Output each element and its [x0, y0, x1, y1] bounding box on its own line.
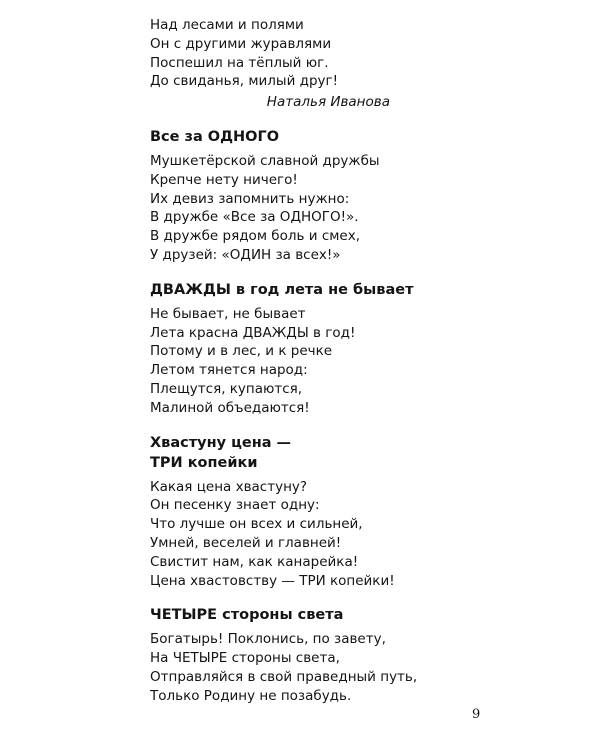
- poem-line: Мушкетёрской славной дружбы: [150, 152, 380, 169]
- poem-line: Их девиз запомнить нужно:: [150, 190, 350, 207]
- poem-line: Малиной объедаются!: [150, 399, 310, 416]
- poem-title-line: Хвастуну цена —: [150, 434, 292, 451]
- poem-line: Плещутся, купаются,: [150, 380, 303, 397]
- poem-line: Он с другими журавлями: [150, 35, 332, 52]
- poem-title: [150, 605, 450, 625]
- poem-line: Потому и в лес, и к речке: [150, 343, 333, 360]
- poem-line: На ЧЕТЫРЕ стороны света,: [150, 650, 340, 667]
- poem-line: До свиданья, милый друг!: [150, 73, 339, 90]
- poem-line: У друзей: «ОДИН за всех!»: [150, 246, 341, 263]
- poem-line: Умней, веселей и главней!: [150, 534, 342, 551]
- poem-line: Свистит нам, как канарейка!: [150, 553, 359, 570]
- poem-title: [150, 433, 450, 473]
- poem-line: Крепче нету ничего!: [150, 171, 298, 188]
- poem-1: [150, 127, 450, 265]
- poem-line: Цена хвастовству — ТРИ копейки!: [150, 572, 395, 589]
- poem-intro-stanza: [150, 16, 450, 112]
- poem-line: Поспешил на тёплый юг.: [150, 54, 329, 71]
- poem-line: Что лучше он всех и сильней,: [150, 516, 363, 533]
- poem-line: Летом тянется народ:: [150, 362, 308, 379]
- poem-title-line: ЧЕТЫРЕ стороны света: [150, 607, 344, 624]
- poem-title-line: ТРИ копейки: [150, 454, 258, 471]
- poem-line: В дружбе «Все за ОДНОГО!».: [150, 209, 359, 226]
- poem-title: [150, 280, 450, 300]
- poem-title: [150, 127, 450, 147]
- poem-title-line: Все за ОДНОГО: [150, 128, 280, 145]
- poem-line: Не бывает, не бывает: [150, 305, 306, 322]
- poem-2: [150, 280, 450, 418]
- poem-line: Он песенку знает одну:: [150, 497, 320, 514]
- poem-4: [150, 605, 450, 705]
- poem-line: Отправляйся в свой праведный путь,: [150, 668, 418, 685]
- page-number: 9: [472, 707, 481, 722]
- poem-line: В дружбе рядом боль и смех,: [150, 228, 361, 245]
- poem-line: Только Родину не позабудь.: [150, 687, 352, 704]
- poem-author: Наталья Иванова: [266, 94, 390, 111]
- poem-line: Богатырь! Поклонись, по завету,: [150, 631, 386, 648]
- poem-title-line: ДВАЖДЫ в год лета не бывает: [150, 281, 414, 298]
- poem-3: [150, 433, 450, 591]
- poem-line: Над лесами и полями: [150, 17, 304, 33]
- poem-line: Какая цена хвастуну?: [150, 478, 308, 495]
- poem-line: Лета красна ДВАЖДЫ в год!: [150, 324, 356, 341]
- page-content: [150, 16, 450, 706]
